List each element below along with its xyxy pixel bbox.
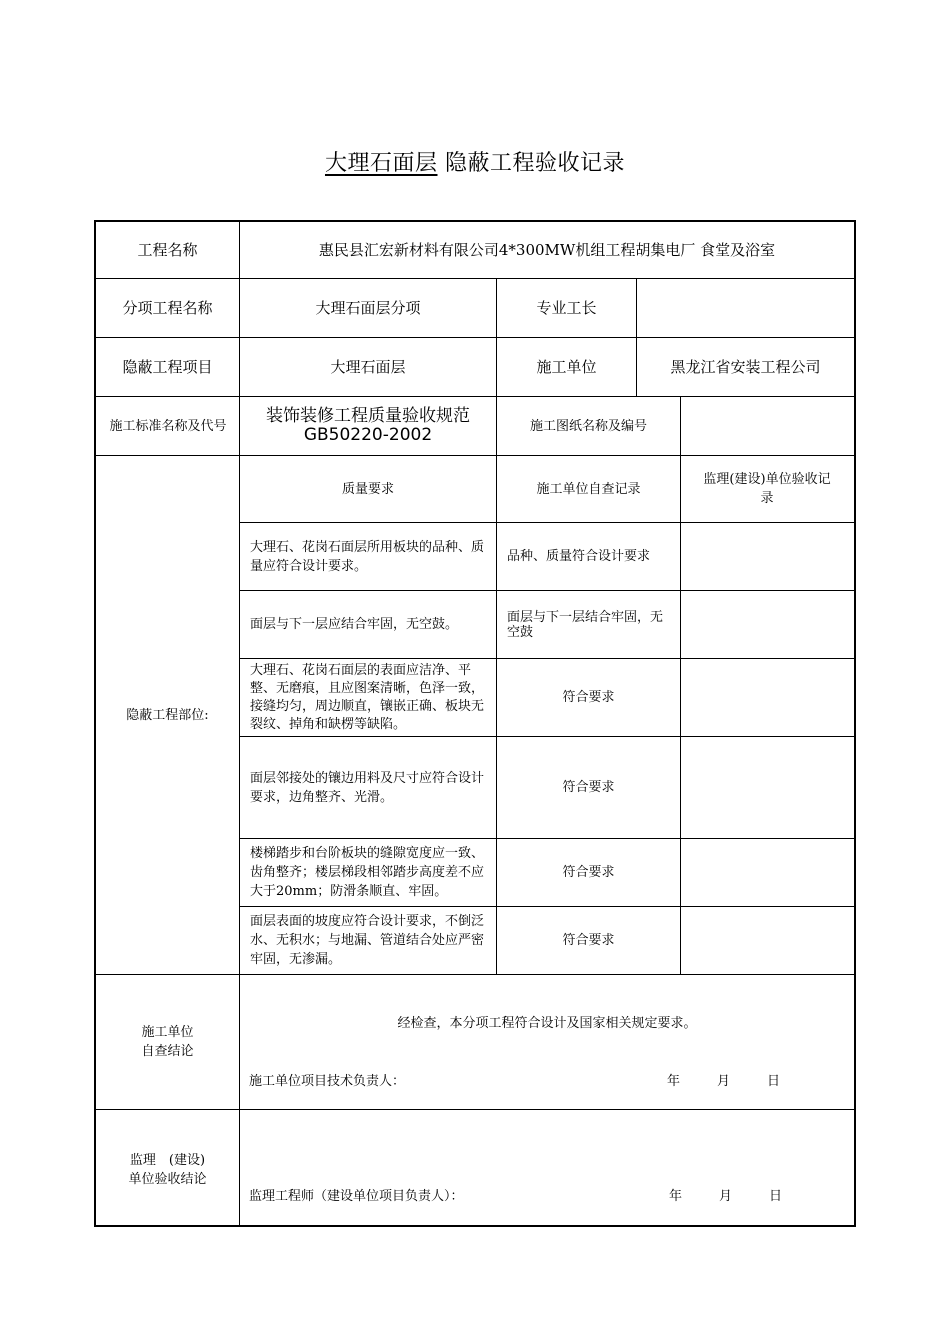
self-check-cell: 符合要求 [562, 933, 615, 948]
hidden-item-value: 大理石面层 [330, 358, 406, 376]
title-rest: 隐蔽工程验收记录 [437, 151, 625, 176]
self-conclusion-label-line1: 施工单位 [141, 1025, 194, 1040]
hidden-section-label: 隐蔽工程部位: [126, 707, 209, 723]
sub-project-value: 大理石面层分项 [315, 299, 421, 317]
requirement-cell: 面层邻接处的镶边用料及尺寸应符合设计要求，边角整齐、光滑。 [250, 770, 485, 805]
requirement-cell: 大理石、花岗石面层所用板块的品种、质量应符合设计要求。 [250, 539, 485, 574]
foreman-value [637, 279, 854, 337]
project-name-label: 工程名称 [137, 241, 198, 259]
supervision-conclusion-year: 年 [669, 1189, 683, 1204]
self-conclusion-year: 年 [667, 1074, 681, 1089]
supervision-conclusion-month: 月 [719, 1189, 733, 1204]
supervision-cell [681, 591, 854, 658]
supervision-cell [681, 737, 854, 838]
standard-code: GB50220-2002 [303, 425, 433, 445]
hidden-item-label: 隐蔽工程项目 [122, 358, 213, 376]
construction-unit-label: 施工单位 [536, 358, 597, 376]
supervision-conclusion-signer: 监理工程师（建设单位项目负责人）： [249, 1189, 464, 1204]
supervision-conclusion-day: 日 [769, 1189, 783, 1204]
supervision-cell [681, 907, 854, 974]
supervision-header: 监理(建设)单位验收记录 [703, 472, 831, 506]
self-conclusion-label [96, 975, 239, 1109]
supervision-cell [681, 839, 854, 906]
standard-label: 施工标准名称及代号 [109, 418, 227, 434]
page-title [0, 146, 950, 177]
requirement-cell: 楼梯踏步和台阶板块的缝隙宽度应一致、齿角整齐；楼层梯段相邻踏步高度差不应大于20mm；防滑条顺直、牢固。 [250, 846, 485, 899]
construction-unit-value: 黑龙江省安装工程公司 [670, 358, 821, 376]
drawing-value [681, 397, 854, 455]
requirement-cell: 面层表面的坡度应符合设计要求，不倒泛水、无积水；与地漏、管道结合处应严密牢固，无渗漏。 [250, 914, 485, 967]
requirement-header: 质量要求 [341, 481, 394, 497]
self-conclusion-statement: 经检查，本分项工程符合设计及国家相关规定要求。 [397, 1016, 697, 1031]
self-check-cell: 面层与下一层结合牢固，无空鼓 [507, 609, 664, 640]
supervision-conclusion-label-line2: 单位验收结论 [128, 1171, 207, 1187]
self-check-cell: 品种、质量符合设计要求 [507, 549, 651, 564]
supervision-cell [681, 523, 854, 590]
requirement-cell: 大理石、花岗石面层的表面应洁净、平整、无磨痕，且应图案清晰，色泽一致，接缝均匀，周边顺直，镶嵌正确、板块无裂纹、掉角和缺楞等缺陷。 [250, 662, 485, 732]
foreman-label: 专业工长 [536, 299, 597, 317]
requirement-cell: 面层与下一层应结合牢固，无空鼓。 [250, 617, 459, 632]
self-check-header: 施工单位自查记录 [536, 481, 641, 497]
project-name-value: 惠民县汇宏新材料有限公司4*300MW机组工程胡集电厂 食堂及浴室 [318, 241, 776, 259]
standard-name: 装饰装修工程质量验收规范 [266, 406, 470, 426]
self-check-cell: 符合要求 [562, 780, 615, 795]
supervision-conclusion-label-line1: 监理 (建设) [129, 1152, 206, 1168]
standard-value [240, 397, 496, 455]
sub-project-label: 分项工程名称 [122, 299, 213, 317]
self-conclusion-signer: 施工单位项目技术负责人： [249, 1074, 406, 1089]
supervision-cell [681, 659, 854, 736]
self-conclusion-month: 月 [717, 1074, 731, 1089]
self-check-cell: 符合要求 [562, 690, 615, 705]
self-check-cell: 符合要求 [562, 865, 615, 880]
drawing-label: 施工图纸名称及编号 [529, 418, 647, 434]
self-conclusion-day: 日 [767, 1074, 781, 1089]
self-conclusion-label-line2: 自查结论 [141, 1044, 194, 1059]
title-underlined: 大理石面层 [324, 151, 438, 176]
supervision-conclusion-label [96, 1110, 239, 1225]
